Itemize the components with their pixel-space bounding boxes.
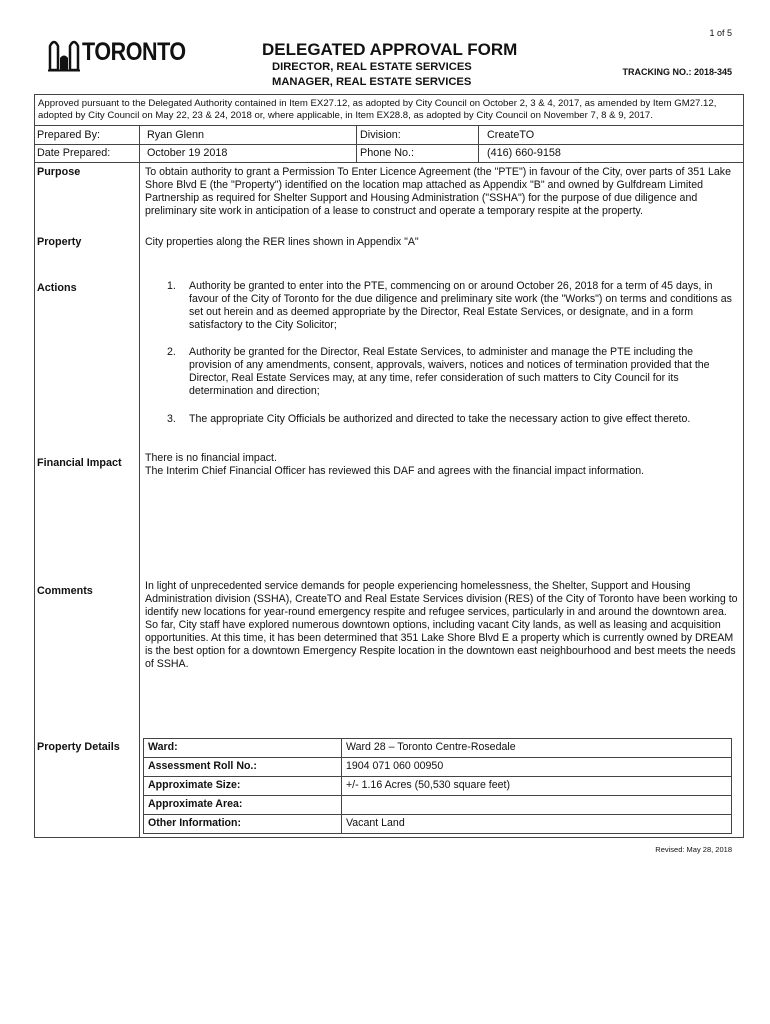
property-key: Ward: [144,739,342,757]
action-text: Authority be granted for the Director, Real Estate Services, to administer and manage the PTE including the provision of any amendments, consent, approvals, waivers, notices and notices of termination provided that the Director, Real Estate Services may, at any time, refer consideration of such matters to City Council for its determination and direction; [189,346,710,397]
table-row [144,739,731,758]
tracking-number: TRACKING NO.: 2018-345 [622,67,732,77]
action-number: 1. [167,280,176,292]
logo-wordmark: TORONTO [82,38,186,66]
financial-line: There is no financial impact. [145,452,277,464]
purpose-text: To obtain authority to grant a Permission To Enter Licence Agreement (the "PTE") in favour of the City, over parts of 351 Lake Shore Blvd E (the "Property") identified on the location map attached as Appendix "B" and owned by Gulfdream Limited Partnership as required for Shelter Support and Housing Administration ("SSHA") for the purpose of due diligence and preliminary site work in anticipation of a lease to construct and operate a temporary respite at the property. [145,166,731,217]
toronto-logo [48,34,186,74]
divider [356,125,357,162]
date-prepared-label: Date Prepared: [37,147,111,159]
division-label: Division: [360,129,401,141]
financial-impact-label: Financial Impact [37,457,122,469]
comments-label: Comments [37,585,93,597]
page-number: 1 of 5 [709,28,732,38]
property-details-label: Property Details [37,741,120,753]
purpose-label: Purpose [37,166,81,178]
prepared-by-label: Prepared By: [37,129,101,141]
subtitle-manager: MANAGER, REAL ESTATE SERVICES [272,76,472,88]
divider [34,162,744,163]
divider [478,125,479,162]
financial-line: The Interim Chief Financial Officer has reviewed this DAF and agrees with the financial impact information. [145,465,645,477]
property-key: Assessment Roll No.: [144,758,342,776]
financial-impact-text [145,452,741,478]
actions-label: Actions [37,282,77,294]
divider [139,162,140,838]
phone-label: Phone No.: [360,147,415,159]
form-subtitle [272,60,472,90]
table-row [144,777,731,796]
action-item [167,346,742,400]
action-text: The appropriate City Officials be authorized and directed to take the necessary action to give effect thereto. [189,413,691,425]
action-number: 2. [167,346,176,358]
property-value: +/- 1.16 Acres (50,530 square feet) [346,779,511,791]
divider [34,125,744,126]
division-value: CreateTO [487,129,535,141]
action-item [167,280,742,334]
prepared-by-value: Ryan Glenn [147,129,205,141]
action-item [167,413,742,427]
action-text: Authority be granted to enter into the PTE, commencing on or around October 26, 2018 for a term of 45 days, in favour of the City of Toronto for the due diligence and preliminary site work (the "Works") on terms and conditions as set out herein and as deemed appropriate by the Director, Real Estate Services, or designate, and in a form satisfactory to the City Solicitor; [189,280,732,331]
revised-date: Revised: May 28, 2018 [655,845,732,854]
property-value: 1904 071 060 00950 [346,760,444,772]
action-number: 3. [167,413,176,425]
property-value: Ward 28 – Toronto Centre-Rosedale [346,741,516,753]
property-value: Vacant Land [346,817,405,829]
city-hall-icon [48,36,80,72]
divider [34,144,744,145]
property-key: Other Information: [144,815,342,833]
divider [139,125,140,162]
authority-statement: Approved pursuant to the Delegated Authority contained in Item EX27.12, as adopted by City Council on October 2, 3 & 4, 2017, as amended by Item GM27.12, adopted by City Council on May 22, 23 & 24, 2018 or, where applicable, in Item EX28.8, as adopted by City Council on November 7, 8 & 9, 2017. [38,98,717,121]
form-title: DELEGATED APPROVAL FORM [262,40,518,59]
table-row [144,758,731,777]
property-label: Property [37,236,82,248]
property-value [342,796,731,814]
phone-value: (416) 660-9158 [487,147,561,159]
date-prepared-value: October 19 2018 [147,147,228,159]
table-row [144,796,731,815]
property-key: Approximate Size: [144,777,342,795]
comments-text: In light of unprecedented service demands for people experiencing homelessness, the Shelter, Support and Housing Administration division (SSHA), CreateTO and Real Estate Services division (RES) of the City of Toronto have been working to identify new locations for year-round emergency respite and refugee services, particularly in and around the downtown area. So far, City staff have explored numerous downtown options, including vacant City lands, as well as leasing and acquisition opportunities. At this time, it has been determined that 351 Lake Shore Blvd E a property which is currently owned by DREAM is the best option for a downtown Emergency Respite location in the downtown east neighbourhood and best meets the needs of SSHA. [145,580,738,670]
subtitle-director: DIRECTOR, REAL ESTATE SERVICES [272,61,472,73]
property-text: City properties along the RER lines shown in Appendix "A" [145,236,419,248]
property-details-table [143,738,732,834]
table-row [144,815,731,833]
property-key: Approximate Area: [144,796,342,814]
